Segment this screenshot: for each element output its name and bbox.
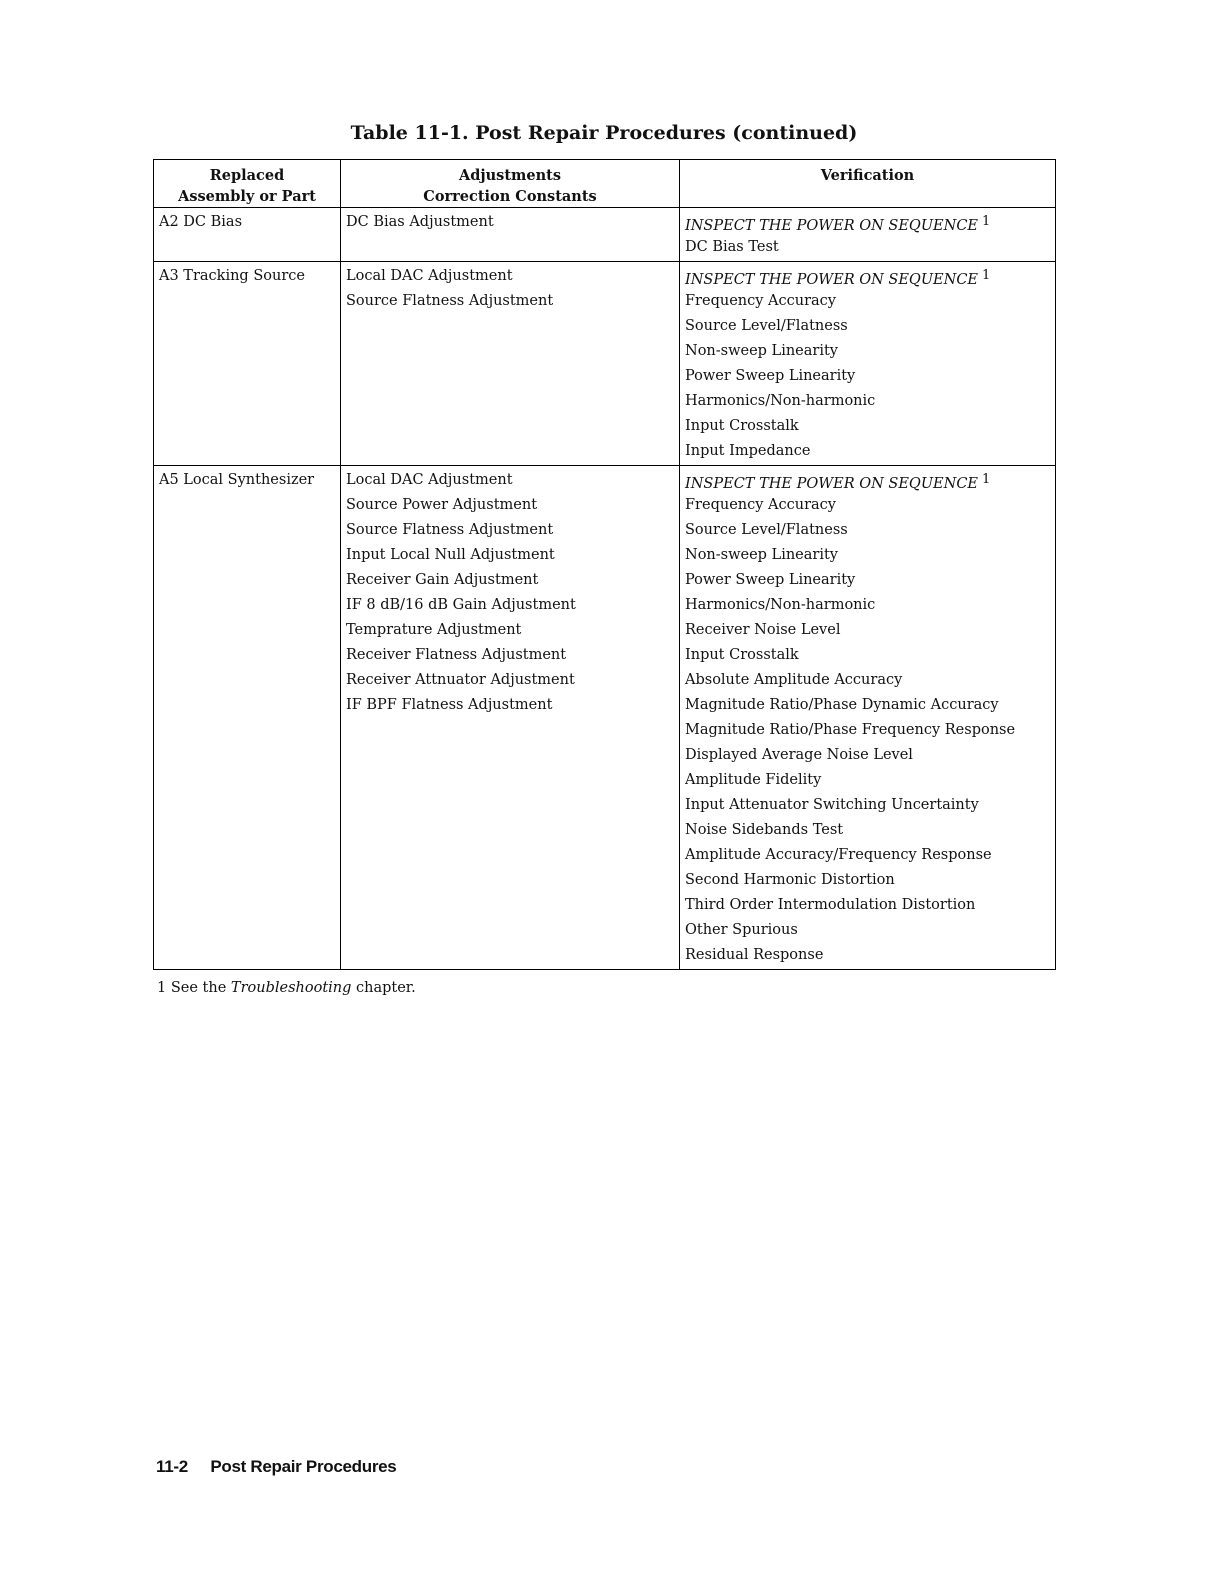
inspect-sequence-item bbox=[685, 211, 1050, 236]
assembly-name: A2 DC Bias bbox=[159, 214, 243, 230]
adjustment-item: Source Power Adjustment bbox=[346, 497, 538, 513]
table-row bbox=[154, 208, 1056, 262]
verification-item: Non-sweep Linearity bbox=[685, 547, 838, 563]
inspect-sequence-text: INSPECT THE POWER ON SEQUENCE bbox=[685, 272, 978, 288]
adjustment-item: DC Bias Adjustment bbox=[346, 214, 494, 230]
adjustment-item: Local DAC Adjustment bbox=[346, 268, 513, 284]
verification-item: Power Sweep Linearity bbox=[685, 368, 856, 384]
verification-item: Absolute Amplitude Accuracy bbox=[685, 672, 903, 688]
verification-item: Amplitude Fidelity bbox=[685, 772, 822, 788]
header-col2-line2: Correction Constants bbox=[423, 188, 597, 205]
adjustment-item: Local DAC Adjustment bbox=[346, 472, 513, 488]
header-adjustments bbox=[341, 160, 680, 208]
verification-item: Third Order Intermodulation Distortion bbox=[685, 897, 976, 913]
verification-cell bbox=[680, 208, 1056, 262]
page-footer bbox=[156, 1457, 396, 1477]
adjustments-cell bbox=[341, 466, 680, 970]
adjustments-cell bbox=[341, 208, 680, 262]
assembly-name: A3 Tracking Source bbox=[159, 268, 305, 284]
verification-item: Input Crosstalk bbox=[685, 647, 799, 663]
table-row bbox=[154, 466, 1056, 970]
verification-item: Displayed Average Noise Level bbox=[685, 747, 913, 763]
adjustment-item: Source Flatness Adjustment bbox=[346, 293, 554, 309]
header-col3: Verification bbox=[820, 167, 915, 184]
section-title: Post Repair Procedures bbox=[210, 1457, 397, 1476]
adjustment-item: Receiver Attnuator Adjustment bbox=[346, 672, 575, 688]
adjustment-item: Temprature Adjustment bbox=[346, 622, 522, 638]
verification-item: Harmonics/Non-harmonic bbox=[685, 597, 876, 613]
verification-item: Input Crosstalk bbox=[685, 418, 799, 434]
footnote bbox=[157, 980, 416, 996]
adjustment-item: IF BPF Flatness Adjustment bbox=[346, 697, 553, 713]
inspect-sequence-text: INSPECT THE POWER ON SEQUENCE bbox=[685, 476, 978, 492]
verification-item: Input Impedance bbox=[685, 443, 811, 459]
inspect-sequence-text: INSPECT THE POWER ON SEQUENCE bbox=[685, 218, 978, 234]
post-repair-table bbox=[153, 159, 1056, 970]
verification-item: Magnitude Ratio/Phase Frequency Response bbox=[685, 722, 1016, 738]
verification-item: Receiver Noise Level bbox=[685, 622, 841, 638]
header-col1-line1: Replaced bbox=[209, 167, 285, 184]
verification-item: Residual Response bbox=[685, 947, 824, 963]
header-col1-line2: Assembly or Part bbox=[178, 188, 316, 205]
footnote-italic: Troubleshooting bbox=[230, 980, 352, 996]
verification-item: Magnitude Ratio/Phase Dynamic Accuracy bbox=[685, 697, 999, 713]
page-number: 11-2 bbox=[156, 1457, 188, 1476]
verification-item: Input Attenuator Switching Uncertainty bbox=[685, 797, 979, 813]
verification-item: Other Spurious bbox=[685, 922, 798, 938]
header-replaced-assembly bbox=[154, 160, 341, 208]
verification-item: Frequency Accuracy bbox=[685, 293, 836, 309]
verification-item: Source Level/Flatness bbox=[685, 318, 848, 334]
footnote-ref: 1 bbox=[982, 268, 991, 283]
adjustment-item: Input Local Null Adjustment bbox=[346, 547, 555, 563]
adjustment-item: Receiver Gain Adjustment bbox=[346, 572, 539, 588]
verification-item: Noise Sidebands Test bbox=[685, 822, 844, 838]
header-verification bbox=[680, 160, 1056, 208]
assembly-cell bbox=[154, 466, 341, 970]
verification-item: Amplitude Accuracy/Frequency Response bbox=[685, 847, 992, 863]
header-col2-line1: Adjustments bbox=[458, 167, 561, 184]
assembly-cell bbox=[154, 208, 341, 262]
table-group bbox=[154, 262, 1056, 466]
verification-cell bbox=[680, 262, 1056, 466]
table-title: Table 11-1. Post Repair Procedures (continued) bbox=[350, 122, 858, 144]
footnote-suffix: chapter. bbox=[356, 980, 416, 996]
footnote-prefix: 1 See the bbox=[157, 980, 227, 996]
table-row bbox=[154, 262, 1056, 466]
footnote-ref: 1 bbox=[982, 214, 991, 229]
assembly-cell bbox=[154, 262, 341, 466]
inspect-sequence-item bbox=[685, 265, 1050, 290]
adjustment-item: Source Flatness Adjustment bbox=[346, 522, 554, 538]
footnote-ref: 1 bbox=[982, 472, 991, 487]
verification-cell bbox=[680, 466, 1056, 970]
inspect-sequence-item bbox=[685, 469, 1050, 494]
adjustment-item: IF 8 dB/16 dB Gain Adjustment bbox=[346, 597, 576, 613]
verification-item: Second Harmonic Distortion bbox=[685, 872, 895, 888]
verification-item: DC Bias Test bbox=[685, 239, 779, 255]
table-group bbox=[154, 208, 1056, 262]
verification-item: Power Sweep Linearity bbox=[685, 572, 856, 588]
verification-item: Non-sweep Linearity bbox=[685, 343, 838, 359]
adjustments-cell bbox=[341, 262, 680, 466]
verification-item: Harmonics/Non-harmonic bbox=[685, 393, 876, 409]
verification-item: Source Level/Flatness bbox=[685, 522, 848, 538]
table-group bbox=[154, 466, 1056, 970]
adjustment-item: Receiver Flatness Adjustment bbox=[346, 647, 567, 663]
table-header bbox=[154, 160, 1056, 208]
assembly-name: A5 Local Synthesizer bbox=[159, 472, 315, 488]
verification-item: Frequency Accuracy bbox=[685, 497, 836, 513]
